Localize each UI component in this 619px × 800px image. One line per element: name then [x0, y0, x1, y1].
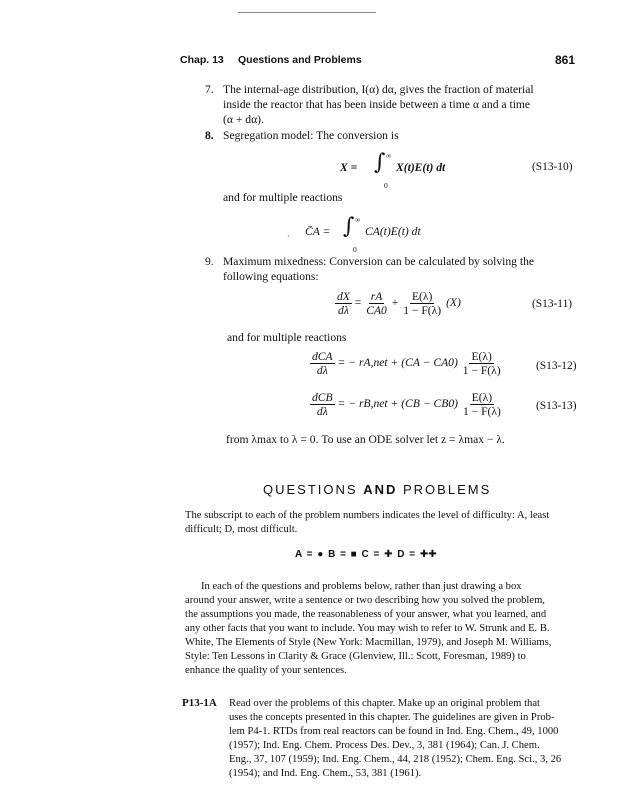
item-8	[205, 128, 595, 143]
item-9-line: Maximum mixedness: Conversion can be calculated by solving the	[223, 255, 535, 268]
item-8-number: 8.	[205, 129, 214, 142]
running-header-chapter: Chap. 13	[180, 54, 224, 66]
problem-label: P13-1A	[182, 697, 217, 709]
paragraph-line: enhance the quality of your sentences.	[185, 665, 347, 676]
paragraph-line: the assumptions you made, the reasonableness of your answer, what you learned, and	[185, 609, 547, 620]
equals-sign: =	[354, 296, 365, 310]
problem-text	[229, 697, 599, 781]
plus-sign: +	[391, 296, 399, 310]
eq-integrand: X(t)E(t) dt	[396, 161, 446, 174]
running-header-title: Questions and Problems	[238, 54, 362, 66]
problem-line: uses the concepts presented in this chapter. The guidelines are given in Prob-	[229, 712, 555, 723]
ode-solver-text: from λmax to λ = 0. To use an ODE solver let z = λmax − λ.	[226, 433, 505, 446]
problem-line: Eng., 37, 107 (1959); Ind. Eng. Chem., 44, 218 (1952); Chem. Eng. Sci., 3, 26	[229, 754, 562, 765]
lower-limit: 0	[353, 245, 357, 254]
equation-label: (S13-11)	[532, 298, 573, 310]
upper-limit: ∞	[386, 151, 392, 160]
integral-sign: ∫	[374, 150, 386, 175]
page-number: 861	[555, 53, 576, 67]
item-9-line: following equations:	[223, 270, 319, 283]
equation-label: (S13-13)	[536, 400, 577, 412]
equation-s13-11	[335, 290, 461, 317]
item-9-number: 9.	[205, 255, 214, 268]
paragraph-line: around your answer, write a sentence or two describing how you solved the problem,	[185, 595, 545, 606]
eq-integrand: CA(t)E(t) dt	[365, 225, 421, 238]
eq-middle: = − rB,net + (CB − CB0)	[337, 397, 459, 411]
multi-reactions-text: and for multiple reactions	[223, 191, 343, 204]
instructions-paragraph	[185, 580, 595, 678]
bullet-dot: ·	[287, 232, 290, 241]
eq-fraction: $\frac{E(\lambda)}{1 - F(\lambda)}$	[462, 350, 501, 377]
problem-line: Read over the problems of this chapter. Make up an original problem that	[229, 698, 540, 709]
eq-fraction: $\frac{dX}{d\lambda}$	[337, 290, 350, 317]
eq-fraction: $\frac{\text{dCA}}{d\lambda}$	[312, 350, 333, 377]
problem-line: (1957); Ind. Eng. Chem. Process Des. Dev., 3, 381 (1964); Can. J. Chem.	[229, 740, 540, 751]
eq-lhs: C̄A =	[305, 225, 331, 238]
eq-fraction: $\frac{\text{dCB}}{d\lambda}$	[312, 391, 333, 418]
equation-label: (S13-12)	[536, 360, 577, 372]
item-8-text: Segregation model: The conversion is	[223, 129, 399, 142]
paragraph-line: Style: Ten Lessons in Clarity & Grace (Glenview, Ill.: Scott, Foresman, 1989) to	[185, 651, 526, 662]
top-rule	[238, 12, 376, 13]
eq-middle: = − rA,net + (CA − CA0)	[337, 356, 458, 370]
item-7	[205, 82, 595, 127]
equation-s13-13	[310, 391, 503, 418]
problem-line: (1954); and Ind. Eng. Chem., 53, 381 (1961).	[229, 768, 422, 779]
item-9	[205, 254, 595, 284]
eq-fraction: $\frac{E(\lambda)}{1 - F(\lambda)}$	[462, 391, 501, 418]
item-7-line: inside the reactor that has been inside between a time α and a time	[223, 98, 531, 111]
equation-label: (S13-10)	[532, 161, 573, 173]
item-7-line: The internal-age distribution, I(α) dα, gives the fraction of material	[223, 83, 534, 96]
eq-lhs: X =	[340, 161, 358, 174]
paragraph-line: White, The Elements of Style (New York: Macmillan, 1979), and Joseph M. Williams,	[185, 637, 552, 648]
lower-limit: 0	[384, 181, 388, 190]
upper-limit: ∞	[355, 215, 361, 224]
equation-s13-12	[310, 350, 503, 377]
paragraph-line: In each of the questions and problems below, rather than just drawing a box	[201, 581, 522, 592]
integral-sign: ∫	[343, 214, 355, 239]
eq-fraction: $\frac{rA}{CA0}$	[366, 290, 387, 317]
section-heading: QUESTIONS AND PROBLEMS	[263, 482, 492, 497]
eq-tail: (X)	[446, 296, 461, 310]
item-7-line: (α + dα).	[223, 113, 264, 126]
item-7-number: 7.	[205, 83, 214, 96]
difficulty-intro: The subscript to each of the problem numbers indicates the level of difficulty: A, least difficult; D, most difficult.	[185, 510, 550, 535]
difficulty-legend: A = ● B = ■ C = ✚ D = ✚✚	[295, 549, 437, 560]
multi-reactions-text: and for multiple reactions	[227, 331, 347, 344]
problem-line: lem P4-1. RTDs from real reactors can be found in Ind. Eng. Chem., 49, 1000	[229, 726, 559, 737]
eq-fraction: $\frac{E(\lambda)}{1 - F(\lambda)}$	[403, 290, 442, 317]
paragraph-line: any other facts that you want to include. You may wish to refer to W. Strunk and E. B.	[185, 623, 550, 634]
